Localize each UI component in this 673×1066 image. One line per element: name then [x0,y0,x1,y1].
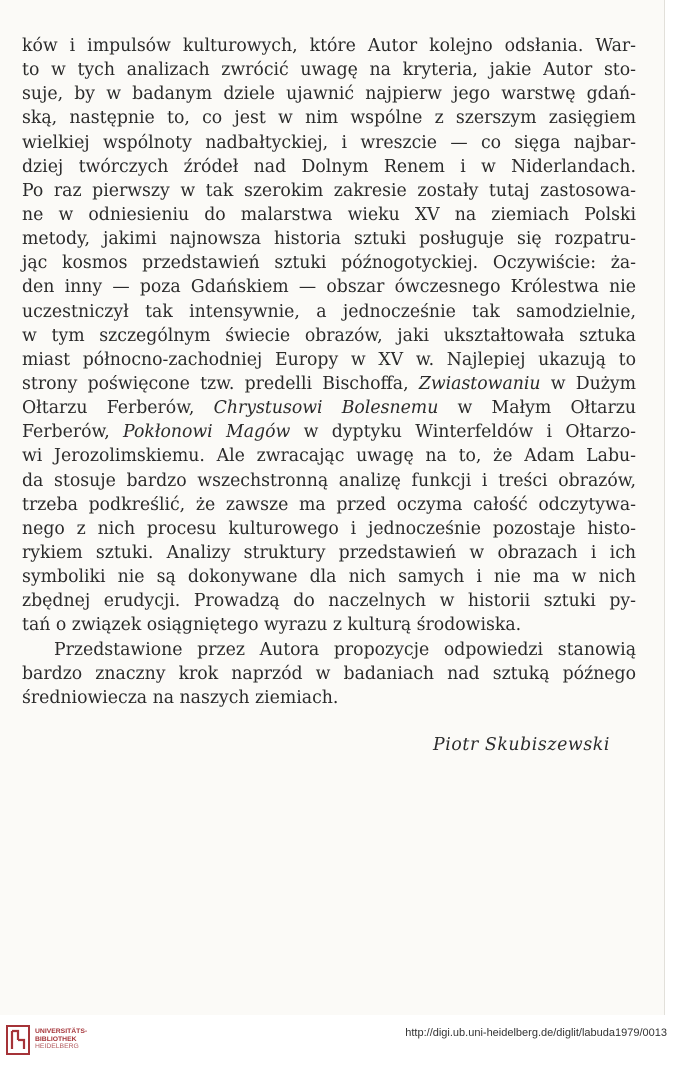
artwork-title: Chrystusowi Bolesnemu [213,398,439,419]
text-line: dziej twórczych źródeł nad Dolnym Renem i w Niderlandach. [22,156,636,177]
library-name [35,1028,87,1051]
text-line: w tym szczególnym świecie obrazów, jaki ukształtowała sztuka [22,325,636,346]
text-line: wi Jerozolimskiemu. Ale zwracając uwagę na to, że Adam Labu- [22,446,636,467]
text-line-with-title [22,396,636,420]
text-line: nego z nich procesu kulturowego i jednocześnie pozostaje histo- [22,518,636,539]
text-segment: Ołtarzu Ferberów, [22,398,214,419]
artwork-title: Pokłonowi Magów [123,422,291,443]
text-line: Po raz pierwszy w tak szerokim zakresie zostały tutaj zastosowa- [22,180,636,201]
text-segment: strony poświęcone tzw. predelli Bischoffa, [22,373,419,394]
paragraph-first-line: Przedstawione przez Autora propozycje odpowiedzi stanowią [54,639,636,660]
body-text [22,34,636,757]
university-library-logo-icon [6,1024,30,1056]
library-name-line: HEIDELBERG [35,1043,79,1051]
text-line: miast północno-zachodniej Europy w XV w. Najlepiej ukazują to [22,349,636,370]
paragraph-last-line: tań o związek osiągniętego wyrazu z kulturą środowiska. [22,615,522,636]
library-name-line: UNIVERSITÄTS- [35,1028,88,1035]
paragraph-last-line: średniowiecza na naszych ziemiach. [22,687,339,708]
text-line: suje, by w badanym dziele ujawnić najpierw jego warstwę gdań- [22,84,636,105]
text-segment: Ferberów, [22,422,124,443]
text-line: ne w odniesieniu do malarstwa wieku XV na ziemiach Polski [22,204,636,225]
source-url-link[interactable]: http://digi.ub.uni-heidelberg.de/diglit/labuda1979/0013 [405,1027,667,1039]
digitization-footer [0,1015,673,1066]
text-line: zbędnej erudycji. Prowadzą do naczelnych w historii sztuki py- [22,591,636,612]
artwork-title: Zwiastowaniu [418,373,541,394]
text-segment: w dyptyku Winterfeldów i Ołtarzo- [290,422,636,443]
text-line: wielkiej wspólnoty nadbałtyckiej, i wreszcie — co sięga najbar- [22,132,636,153]
author-signature: Piotr Skubiszewski [433,734,610,755]
text-line: ków i impulsów kulturowych, które Autor kolejno odsłania. War- [22,36,636,56]
text-segment: w Dużym [540,373,636,394]
text-line-with-title [22,420,636,444]
text-line: trzeba podkreślić, że zawsze ma przed oczyma całość odczytywa- [22,494,636,515]
text-line: den inny — poza Gdańskiem — obszar ówczesnego Królestwa nie [22,277,636,298]
library-name-line: BIBLIOTHEK [35,1035,77,1043]
text-line: jąc kosmos przedstawień sztuki późnogotyckiej. Oczywiście: ża- [22,253,636,274]
text-line: ską, następnie to, co jest w nim wspólne z szerszym zasięgiem [22,108,636,129]
text-line: rykiem sztuki. Analizy struktury przedstawień w obrazach i ich [22,542,636,563]
text-segment: w Małym Ołtarzu [438,398,636,419]
text-line: symboliki nie są dokonywane dla nich samych i nie ma w nich [22,567,636,588]
text-line-with-title [22,372,636,396]
text-line: uczestniczył tak intensywnie, a jednocześnie tak samodzielnie, [22,301,636,322]
text-line: da stosuje bardzo wszechstronną analizę funkcji i treści obrazów, [22,470,636,491]
text-line: metody, jakimi najnowsza historia sztuki posługuje się rozpatru- [22,229,636,250]
text-line: to w tych analizach zwrócić uwagę na kryteria, jakie Autor sto- [22,60,636,81]
text-line: bardzo znaczny krok naprzód w badaniach nad sztuką późnego [22,663,636,684]
